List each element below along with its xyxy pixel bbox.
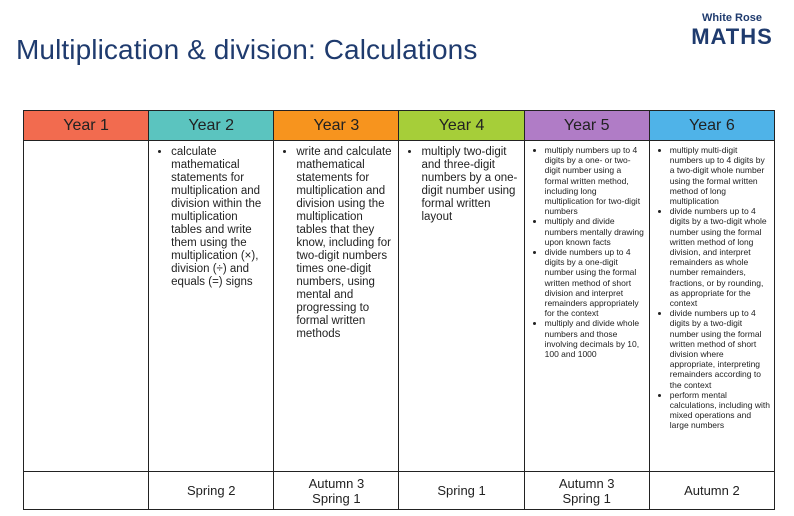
logo-top-text: White Rose [702, 12, 762, 24]
objective-item: • multiply multi-digit numbers up to 4 digits by a two-digit whole number using the formal written method of long multiplication [670, 145, 770, 206]
logo-bottom-text: MATHS [691, 24, 773, 49]
term-label: Autumn 3 [558, 475, 615, 491]
year-2-term [149, 472, 274, 510]
term-label: Spring 1 [312, 490, 361, 506]
objective-item: • divide numbers up to 4 digits by a one-digit number using the formal written method of short division and interpret remainders appropriately for the context [545, 247, 645, 318]
year-6-objectives [649, 141, 774, 472]
term-label: Spring 2 [187, 483, 236, 498]
term-label: Spring 1 [562, 490, 611, 506]
page-title: Multiplication & division: Calculations [16, 34, 478, 65]
term-label: Autumn 2 [684, 483, 740, 498]
year-1-header: Year 1 [24, 111, 149, 141]
objective-item: • perform mental calculations, including with mixed operations and large numbers [670, 390, 770, 431]
year-3-header: Year 3 [274, 111, 399, 141]
objective-item: • write and calculate mathematical statements for multiplication and division using the multiplication tables that they know, including for two-digit numbers times one-digit numbers, using mental and progressing to formal written methods [296, 146, 394, 341]
year-4-objectives [399, 141, 524, 472]
year-5-objective-list [525, 145, 645, 359]
objective-item: • calculate mathematical statements for multiplication and division within the multiplication tables and write them using the multiplication (×), division (÷) and equals (=) signs [171, 146, 269, 289]
year-3-objective-list [274, 146, 394, 341]
objective-item: • divide numbers up to 4 digits by a two-digit number using the formal written method of short division where appropriate, interpreting remainders according to the context [670, 308, 770, 390]
year-4-term [399, 472, 524, 510]
objective-item: • multiply and divide numbers mentally drawing upon known facts [545, 216, 645, 247]
white-rose-maths-logo [688, 12, 776, 49]
year-header-row [24, 111, 775, 141]
objective-item: • multiply and divide whole numbers and those involving decimals by 10, 100 and 1000 [545, 318, 645, 359]
year-5-term [524, 472, 649, 510]
year-3-term [274, 472, 399, 510]
objective-item: • multiply two-digit and three-digit numbers by a one-digit number using formal written layout [421, 146, 519, 224]
year-2-objectives [149, 141, 274, 472]
year-5-objectives [524, 141, 649, 472]
year-6-objective-list [650, 145, 770, 431]
year-4-header: Year 4 [399, 111, 524, 141]
year-1-term [24, 472, 149, 510]
year-6-header: Year 6 [649, 111, 774, 141]
year-6-term [649, 472, 774, 510]
objective-item: • multiply numbers up to 4 digits by a one- or two-digit number using a formal written method, including long multiplication for two-digit numbers [545, 145, 645, 216]
year-1-objectives [24, 141, 149, 472]
year-4-objective-list [399, 146, 519, 224]
objectives-row [24, 141, 775, 472]
year-3-objectives [274, 141, 399, 472]
year-2-objective-list [149, 146, 269, 289]
term-row [24, 472, 775, 510]
term-label: Autumn 3 [308, 475, 365, 491]
objective-item: • divide numbers up to 4 digits by a two-digit whole number using the formal written method of long division, and interpret remainders as whole number remainders, fractions, or by rounding, as appropriate for the context [670, 206, 770, 308]
term-label: Spring 1 [437, 483, 486, 498]
curriculum-table [23, 110, 775, 510]
year-5-header: Year 5 [524, 111, 649, 141]
year-2-header: Year 2 [149, 111, 274, 141]
